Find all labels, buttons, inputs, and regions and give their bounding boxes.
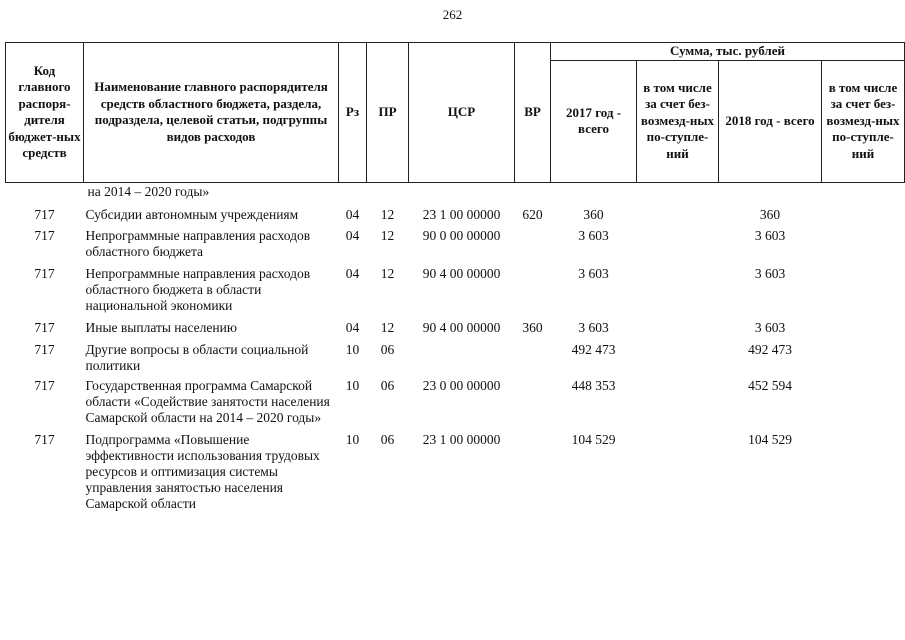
cell-2017-grants [637, 432, 719, 517]
cell-2017-grants [637, 207, 719, 228]
table-row [6, 228, 905, 266]
cell-2017-grants [637, 342, 719, 378]
cell-2018-grants [822, 378, 905, 432]
header-vr: ВР [515, 43, 551, 183]
table-row [6, 378, 905, 432]
header-csr: ЦСР [409, 43, 515, 183]
header-name: Наименование главного распорядителя средств областного бюджета, раздела, подраздела, целевой статьи, подгруппы видов расходов [84, 43, 339, 183]
header-2018-grants: в том числе за счет без-возмезд-ных по-ступле-ний [822, 60, 905, 182]
header-code: Код главного распоря-дителя бюджет-ных средств [6, 43, 84, 183]
carry-over-row [6, 182, 905, 207]
cell-name: Непрограммные направления расходов областного бюджета в области национальной экономики [85, 265, 311, 313]
cell-vr: 620 [522, 206, 543, 222]
cell-name: Подпрограмма «Повышение эффективности использования трудовых ресурсов и оптимизация системы управления занятостью населения Самарской области [85, 431, 320, 511]
budget-table [5, 42, 905, 517]
cell-pr: 12 [380, 206, 395, 222]
cell-2017-total: 360 [583, 206, 604, 222]
table-row [6, 342, 905, 378]
cell-pr: 12 [380, 265, 395, 281]
cell-pr: 06 [380, 431, 395, 447]
cell-2018-grants [822, 207, 905, 228]
cell-rz: 04 [345, 227, 360, 243]
cell-2017-grants [637, 320, 719, 342]
cell-rz: 04 [345, 319, 360, 335]
cell-2018-grants [822, 320, 905, 342]
cell-rz: 10 [345, 341, 360, 357]
cell-2018-total: 452 594 [748, 377, 792, 393]
header-sum-group: Сумма, тыс. рублей [551, 43, 905, 61]
table-body [6, 182, 905, 517]
cell-vr [515, 266, 551, 320]
cell-2018-total: 3 603 [754, 265, 786, 281]
cell-vr [515, 342, 551, 378]
cell-vr [515, 228, 551, 266]
cell-vr: 360 [522, 319, 543, 335]
header-2017-grants: в том числе за счет без-возмезд-ных по-ступле-ний [637, 60, 719, 182]
cell-csr: 23 1 00 00000 [422, 431, 501, 447]
cell-2018-total: 360 [759, 206, 781, 222]
cell-code: 717 [34, 206, 55, 222]
cell-2018-total: 3 603 [754, 227, 786, 243]
cell-name: Государственная программа Самарской области «Содействие занятости населения Самарской области на 2014 – 2020 годы» [85, 377, 330, 425]
cell-pr: 12 [380, 227, 395, 243]
cell-csr: 90 4 00 00000 [422, 265, 501, 281]
cell-2018-grants [822, 266, 905, 320]
cell-2017-grants [637, 228, 719, 266]
cell-code: 717 [34, 341, 55, 357]
cell-rz: 10 [345, 431, 360, 447]
carry-over-text: на 2014 – 2020 годы» [87, 183, 210, 199]
cell-code: 717 [34, 431, 55, 447]
table-row [6, 266, 905, 320]
cell-vr [515, 432, 551, 517]
cell-code: 717 [34, 319, 55, 335]
header-2018-total: 2018 год - всего [719, 60, 822, 182]
cell-name: Субсидии автономным учреждениям [85, 206, 299, 222]
cell-csr: 23 0 00 00000 [422, 377, 501, 393]
cell-2017-total: 3 603 [578, 265, 609, 281]
header-rz: Рз [339, 43, 367, 183]
cell-csr: 90 4 00 00000 [422, 319, 501, 335]
cell-pr: 06 [380, 377, 395, 393]
table-row [6, 320, 905, 342]
cell-pr: 12 [380, 319, 395, 335]
cell-csr: 23 1 00 00000 [422, 206, 501, 222]
cell-code: 717 [34, 265, 55, 281]
cell-2017-total: 448 353 [571, 377, 616, 393]
cell-name: Иные выплаты населению [85, 319, 237, 335]
cell-name: Непрограммные направления расходов областного бюджета [85, 227, 311, 259]
cell-csr [409, 342, 515, 378]
page-number: 262 [442, 7, 463, 22]
cell-2018-total: 3 603 [754, 319, 786, 335]
cell-2017-grants [637, 266, 719, 320]
cell-rz: 10 [345, 377, 360, 393]
cell-2017-total: 104 529 [571, 431, 616, 447]
cell-2017-total: 3 603 [578, 227, 609, 243]
cell-2017-total: 492 473 [571, 341, 616, 357]
cell-2018-grants [822, 228, 905, 266]
cell-2018-total: 492 473 [748, 341, 792, 357]
cell-2018-total: 104 529 [748, 431, 792, 447]
cell-name: Другие вопросы в области социальной политики [85, 341, 309, 373]
cell-2018-grants [822, 342, 905, 378]
cell-code: 717 [34, 377, 55, 393]
cell-rz: 04 [345, 206, 360, 222]
table-row [6, 207, 905, 228]
table-row [6, 432, 905, 517]
cell-vr [515, 378, 551, 432]
cell-pr: 06 [380, 341, 395, 357]
cell-code: 717 [34, 227, 55, 243]
cell-2017-total: 3 603 [578, 319, 609, 335]
cell-2018-grants [822, 432, 905, 517]
cell-rz: 04 [345, 265, 360, 281]
cell-2017-grants [637, 378, 719, 432]
header-pr: ПР [367, 43, 409, 183]
cell-csr: 90 0 00 00000 [422, 227, 501, 243]
header-2017-total: 2017 год - всего [551, 60, 637, 182]
